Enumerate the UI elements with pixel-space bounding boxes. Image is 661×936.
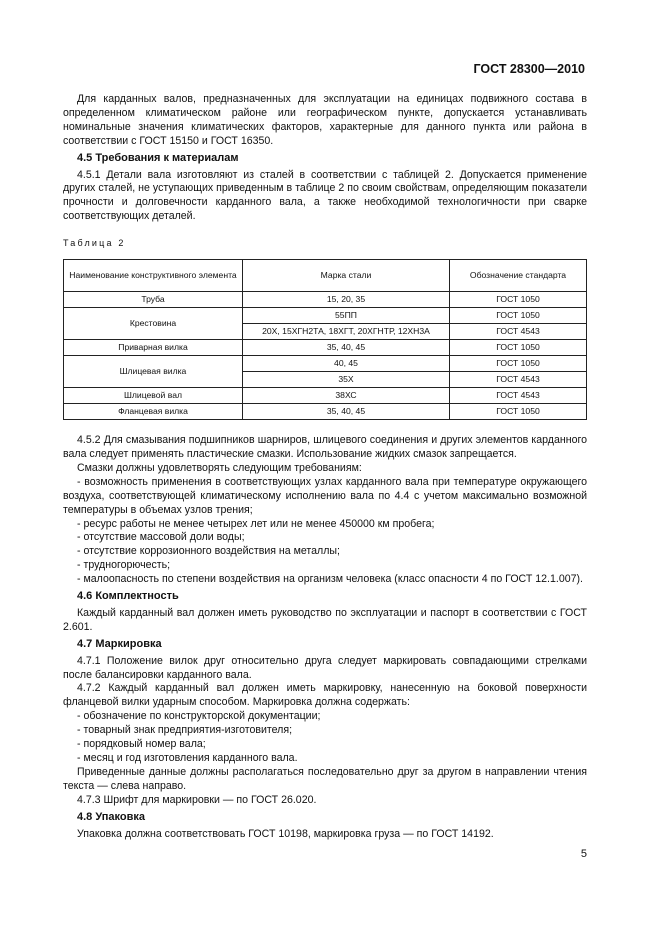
list-item: - трудногорючесть; <box>77 559 171 572</box>
section-title-packaging: 4.8 Упаковка <box>77 810 145 823</box>
page-number: 5 <box>580 848 587 860</box>
standard: ГОСТ 1050 <box>450 308 587 324</box>
list-item: - порядковый номер вала; <box>77 738 206 751</box>
paragraph-4-7-1: 4.7.1 Положение вилок друг относительно друга следует маркировать совпадающими стрелками после балансировки карданного вала. <box>63 654 587 681</box>
standard: ГОСТ 1050 <box>450 404 587 420</box>
list-item: - малоопасность по степени воздействия на организм человека (класс опасности 4 по ГОСТ 12.1.007). <box>77 573 583 586</box>
steel-grade: 38ХС <box>243 388 450 404</box>
paragraph-climate: Для карданных валов, предназначенных для эксплуатации на единицах подвижного состава в определенном климатическом районе или географическом пункте, допускается устанавливать номинальные значения климатических факторов, характерные для данного пункта или района в соответствии с ГОСТ 15150 и ГОСТ 16350. <box>63 93 587 147</box>
list-item: - отсутствие коррозионного воздействия на металлы; <box>77 545 340 558</box>
steel-grade: 20Х, 15ХГН2ТА, 18ХГТ, 20ХГНТР, 12ХН3А <box>243 324 450 340</box>
steel-grade: 55ПП <box>243 308 450 324</box>
steel-grade: 35Х <box>243 372 450 388</box>
standard: ГОСТ 4543 <box>450 388 587 404</box>
element-name: Труба <box>64 292 243 308</box>
paragraph-4-5-1: 4.5.1 Детали вала изготовляют из сталей в соответствии с таблицей 2. Допускается применение других сталей, не уступающих приведенным в таблице 2 по своим свойствам, определяющим показатели прочности и долговечности карданного вала, а также необходимой технологичности при сварке соответствующих деталей. <box>63 168 587 223</box>
table-row <box>64 340 587 356</box>
element-name: Фланцевая вилка <box>64 404 243 420</box>
page-content <box>63 93 587 841</box>
column-header-standard: Обозначение стандарта <box>450 260 587 292</box>
lubricant-intro: Смазки должны удовлетворять следующим требованиям: <box>77 461 362 474</box>
standard: ГОСТ 1050 <box>450 292 587 308</box>
table-caption: Таблица 2 <box>63 238 126 249</box>
table-row <box>64 404 587 420</box>
paragraph-4-7-3: 4.7.3 Шрифт для маркировки — по ГОСТ 26.020. <box>77 793 317 806</box>
paragraph-4-7-2: 4.7.2 Каждый карданный вал должен иметь маркировку, нанесенную на боковой поверхности фланцевой вилки ударным способом. Маркировка должна содержать: <box>63 682 587 709</box>
table-row <box>64 292 587 308</box>
steel-grade: 15, 20, 35 <box>243 292 450 308</box>
table-row <box>64 308 587 324</box>
steel-grade: 35, 40, 45 <box>243 404 450 420</box>
list-item: - обозначение по конструкторской документации; <box>77 710 321 723</box>
standard: ГОСТ 4543 <box>450 372 587 388</box>
column-header-element: Наименование конструктивного элемента <box>64 260 243 292</box>
steel-grade: 40, 45 <box>243 356 450 372</box>
paragraph-4-5-2: 4.5.2 Для смазывания подшипников шарниров, шлицевого соединения и других элементов карданного вала следует применять пластические смазки. Использование жидких смазок запрещается. <box>63 434 587 460</box>
section-title-marking: 4.7 Маркировка <box>77 637 162 650</box>
column-header-steel-grade: Марка стали <box>243 260 450 292</box>
section-title-completeness: 4.6 Комплектность <box>77 590 179 603</box>
element-name: Приварная вилка <box>64 340 243 356</box>
list-item: - ресурс работы не менее четырех лет или не менее 450000 км пробега; <box>77 517 435 530</box>
standard: ГОСТ 1050 <box>450 356 587 372</box>
table-body <box>64 292 587 420</box>
steel-grade: 35, 40, 45 <box>243 340 450 356</box>
paragraph-completeness: Каждый карданный вал должен иметь руководство по эксплуатации и паспорт в соответствии с ГОСТ 2.601. <box>63 606 587 633</box>
element-name: Крестовина <box>64 308 243 340</box>
list-item: - отсутствие массовой доли воды; <box>77 531 245 544</box>
list-item: - товарный знак предприятия-изготовителя; <box>77 724 293 737</box>
paragraph-order: Приведенные данные должны располагаться последовательно друг за другом в направлении чтения текста — слева направо. <box>63 765 587 792</box>
element-name: Шлицевая вилка <box>64 356 243 388</box>
standard: ГОСТ 1050 <box>450 340 587 356</box>
table-row <box>64 356 587 372</box>
table-row <box>64 388 587 404</box>
steel-table <box>63 259 587 420</box>
standard: ГОСТ 4543 <box>450 324 587 340</box>
paragraph-packaging: Упаковка должна соответствовать ГОСТ 10198, маркировка груза — по ГОСТ 14192. <box>77 827 494 840</box>
element-name: Шлицевой вал <box>64 388 243 404</box>
list-item: - возможность применения в соответствующих узлах карданного вала при температуре окружающего воздуха, соответствующей климатическому исполнению вала по 4.4 с учетом максимально возможной температуры в объемах узлов трения; <box>63 475 587 516</box>
document-code: ГОСТ 28300—2010 <box>473 62 585 76</box>
list-item: - месяц и год изготовления карданного вала. <box>77 752 298 764</box>
section-title-materials: 4.5 Требования к материалам <box>77 151 239 164</box>
